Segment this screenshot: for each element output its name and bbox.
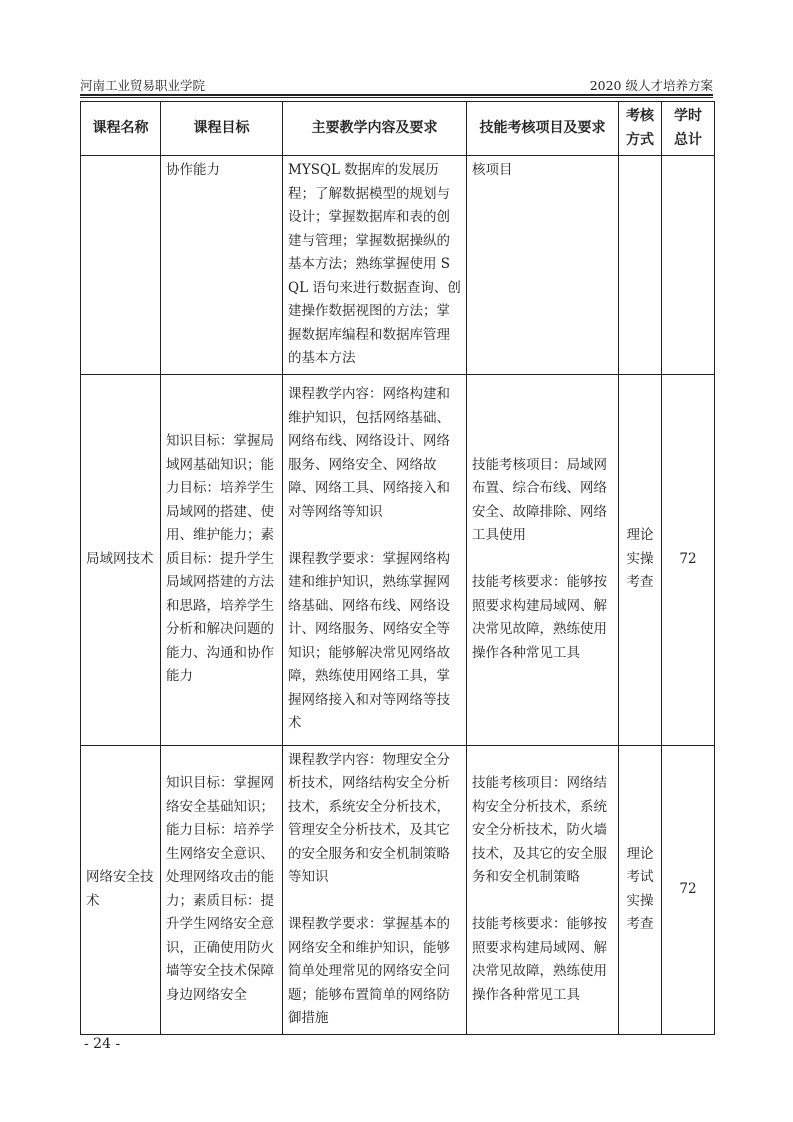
course-skills: 核项目: [467, 156, 619, 375]
course-content: 课程教学内容：网络构建和维护知识，包括网络基础、网络布线、网络设计、网络服务、网络安全、网络故障、网络工具、网络接入和对等网络等知识 课程教学要求：掌握网络构建和维护知识，熟练掌握网络基础、网络布线、网络设计、网络服务、网络安全等知识；能够解决常见网络故障，熟练使用网络工具，掌握网络接入和对等网络等技术: [283, 374, 467, 745]
course-method: [619, 156, 662, 375]
school-name: 河南工业贸易职业学院: [80, 78, 206, 93]
col-course-goal: 课程目标: [161, 102, 283, 156]
course-name: 网络安全技术: [81, 745, 161, 1034]
col-method: 考核 方式: [619, 102, 662, 156]
course-skills: 技能考核项目：局域网布置、综合布线、网络安全、故障排除、网络工具使用 技能考核要求：能够按照要求构建局域网、解决常见故障，熟练使用操作各种常见工具: [467, 374, 619, 745]
course-method: 理论 实操 考查: [619, 374, 662, 745]
header-rule: [80, 94, 713, 98]
course-table: [80, 101, 715, 1035]
page-header: [80, 76, 713, 94]
col-course-name: 课程名称: [81, 102, 161, 156]
col-skills: 技能考核项目及要求: [467, 102, 619, 156]
col-hours: 学时 总计: [662, 102, 715, 156]
table-row: [81, 156, 715, 375]
course-hours: 72: [662, 374, 715, 745]
course-goal: 协作能力: [161, 156, 283, 375]
course-hours: [662, 156, 715, 375]
course-goal: 知识目标：掌握网络安全基础知识；能力目标：培养学生网络安全意识、处理网络攻击的能力；素质目标：提升学生网络安全意识，正确使用防火墙等安全技术保障身边网络安全: [161, 745, 283, 1034]
page-number: - 24 -: [84, 1036, 121, 1052]
table-row: [81, 745, 715, 1034]
col-content: 主要教学内容及要求: [283, 102, 467, 156]
course-content: 课程教学内容：物理安全分析技术，网络结构安全分析技术，系统安全分析技术，管理安全分析技术，及其它的安全服务和安全机制策略等知识 课程教学要求：掌握基本的网络安全和维护知识，能够简单处理常见的网络安全问题；能够布置简单的网络防御措施: [283, 745, 467, 1034]
course-name: 局域网技术: [81, 374, 161, 745]
course-name: [81, 156, 161, 375]
document-title: 2020 级人才培养方案: [589, 78, 713, 93]
course-content: MYSQL 数据库的发展历程；了解数据模型的规划与设计；掌握数据库和表的创建与管理；掌握数据操纵的基本方法；熟练掌握使用 SQL 语句来进行数据查询、创建操作数据视图的方法；掌握数据库编程和数据库管理的基本方法: [283, 156, 467, 375]
course-skills: 技能考核项目：网络结构安全分析技术，系统安全分析技术，防火墙技术，及其它的安全服务和安全机制策略 技能考核要求：能够按照要求构建局域网、解决常见故障，熟练使用操作各种常见工具: [467, 745, 619, 1034]
course-method: 理论 考试 实操 考查: [619, 745, 662, 1034]
course-goal: 知识目标：掌握局域网基础知识；能力目标：培养学生局域网的搭建、使用、维护能力；素质目标：提升学生局域网搭建的方法和思路，培养学生分析和解决问题的能力、沟通和协作能力: [161, 374, 283, 745]
table-header-row: [81, 102, 715, 156]
course-hours: 72: [662, 745, 715, 1034]
table-row: [81, 374, 715, 745]
